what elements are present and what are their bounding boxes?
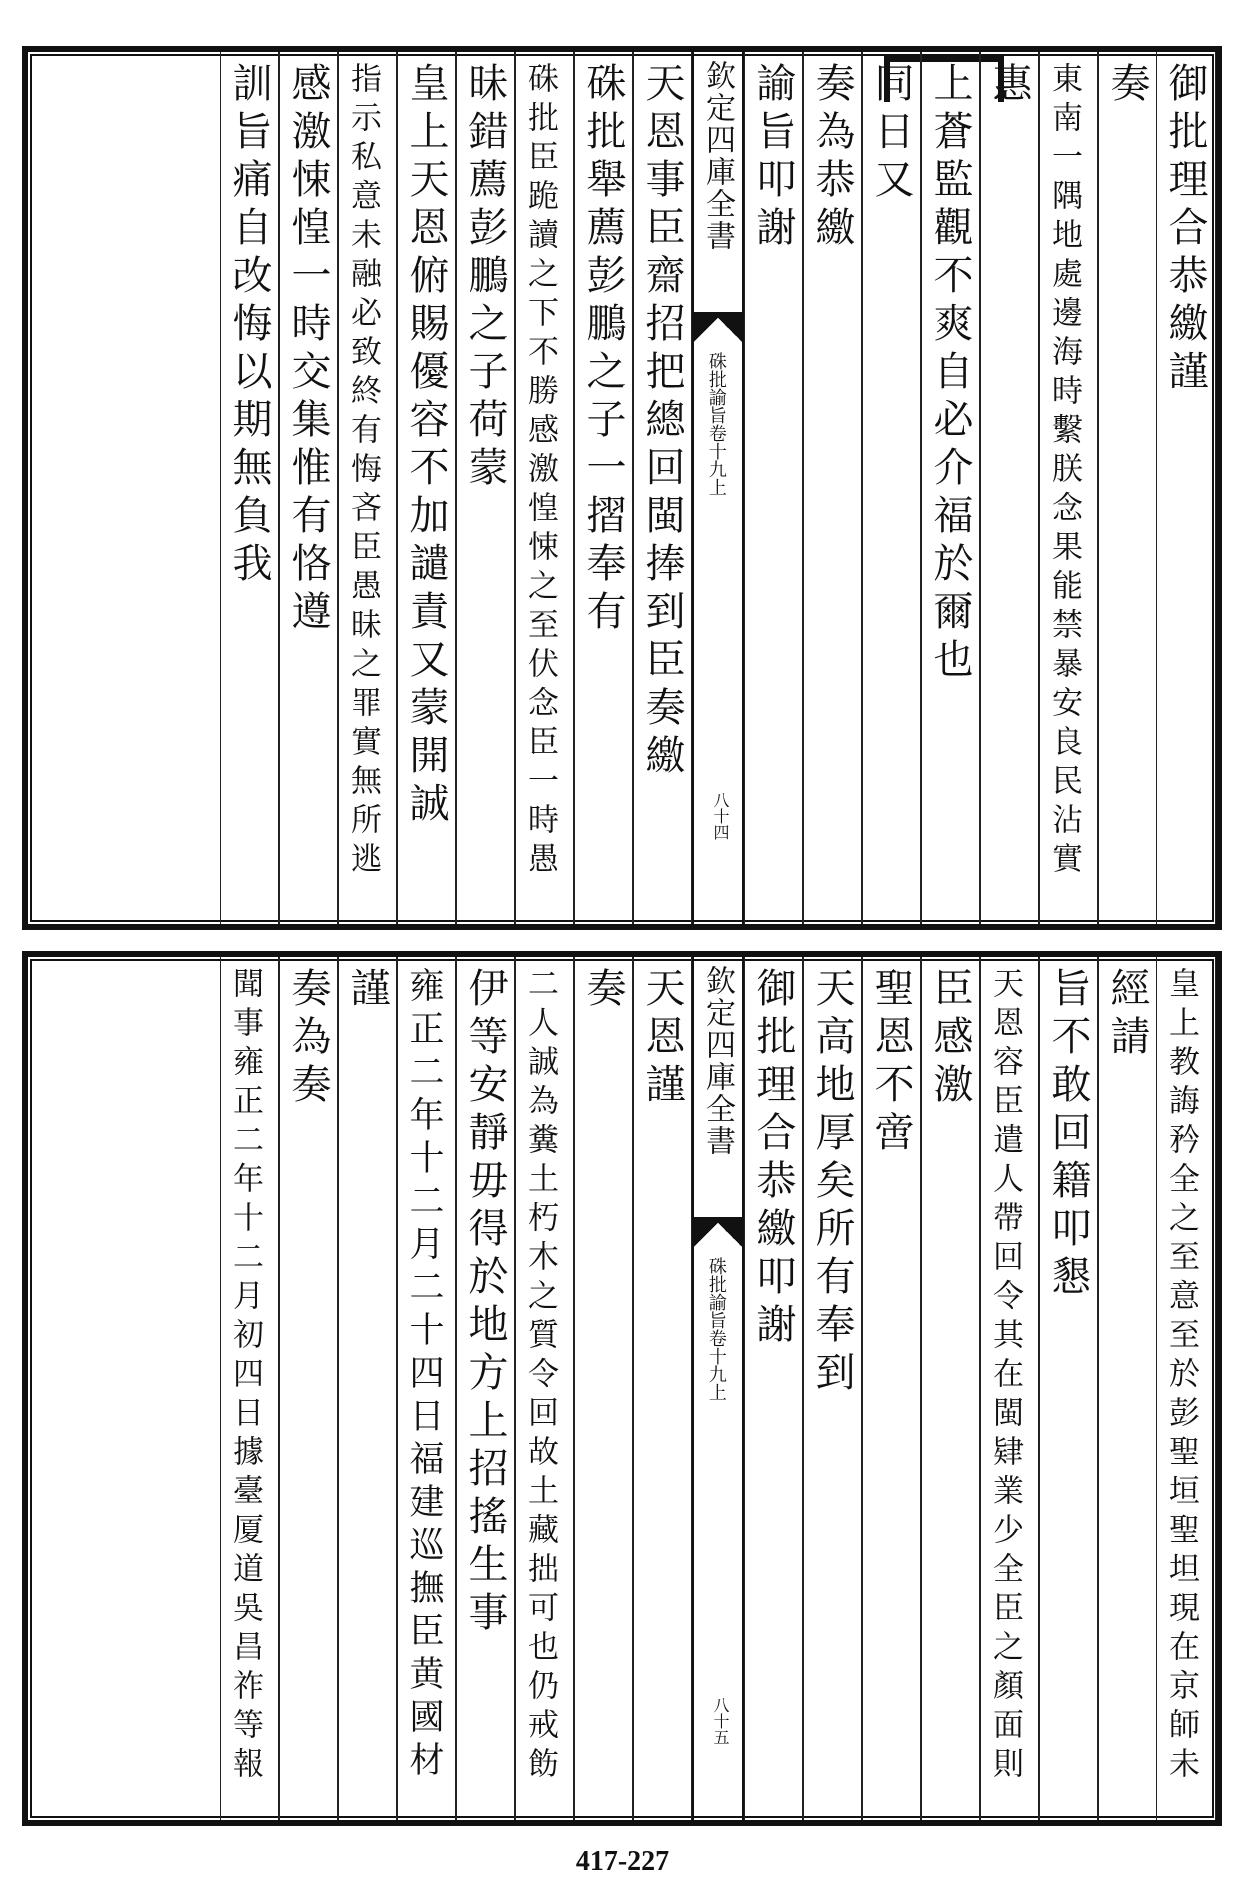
column-text: 惠 (986, 62, 1032, 110)
column-text: 指示私意未融必致終有悔吝臣愚昧之罪實無所逃 (345, 62, 381, 881)
bottom-page (22, 951, 1222, 1826)
text-column (1039, 957, 1098, 1820)
text-column (574, 52, 633, 924)
text-column (803, 52, 862, 924)
fishtail-mark (694, 1217, 742, 1253)
leaf-number: 八十四 (711, 792, 730, 840)
column-text: 硃批臣跪讀之下不勝感激惶悚之至伏念臣一時愚 (522, 62, 558, 881)
center-gutter (692, 52, 744, 924)
text-column (220, 957, 279, 1820)
column-text: 御批理合恭繳謹 (1162, 62, 1208, 398)
text-column (744, 957, 803, 1820)
column-text: 天高地厚矣所有奉到 (809, 967, 855, 1399)
column-text: 訓旨痛自改悔以期無負我 (226, 62, 272, 590)
page-footer-number: 417-227 (575, 1846, 670, 1877)
center-gutter (692, 957, 744, 1820)
column-text: 奏為恭繳 (809, 62, 855, 254)
text-column (456, 957, 515, 1820)
text-column (921, 957, 980, 1820)
column-text: 伊等安靜毋得於地方上招搖生事 (462, 967, 508, 1639)
text-column (515, 957, 574, 1820)
column-text: 雍正二年十二月二十四日福建巡撫臣黄國材 (404, 967, 444, 1784)
text-column (456, 52, 515, 924)
column-text: 臣感激 (927, 967, 973, 1111)
text-column (633, 52, 692, 924)
text-column (338, 957, 397, 1820)
column-text: 感激悚惶一時交集惟有恪遵 (285, 62, 331, 638)
column-text: 同日又 (868, 62, 914, 206)
column-text: 昧錯薦彭鵬之子荷蒙 (462, 62, 508, 494)
text-column (574, 957, 633, 1820)
column-text: 天恩謹 (639, 967, 685, 1111)
top-page (22, 46, 1222, 930)
text-column (279, 52, 338, 924)
text-column (1157, 957, 1216, 1820)
text-column (1098, 52, 1157, 924)
text-column (921, 52, 980, 924)
text-column (220, 52, 279, 924)
text-column (1039, 52, 1098, 924)
column-text: 御批理合恭繳叩謝 (750, 967, 796, 1351)
text-column (980, 957, 1039, 1820)
column-text: 諭旨叩謝 (750, 62, 796, 254)
column-text: 天恩事臣齋招把總回閩捧到臣奏繳 (639, 62, 685, 782)
column-text: 經請 (1104, 967, 1150, 1063)
leaf-number: 八十五 (711, 1697, 730, 1745)
book-title: 欽定四庫全書 (700, 60, 735, 252)
column-text: 聞事雍正二年十二月初四日據臺厦道吳昌祚等報 (227, 967, 263, 1786)
column-text: 旨不敢回籍叩懇 (1045, 967, 1091, 1303)
column-text: 天恩容臣遣人帶回令其在閩肄業少全臣之顏面則 (987, 967, 1023, 1786)
text-column (633, 957, 692, 1820)
column-text: 奏 (1104, 62, 1150, 110)
fishtail-mark (694, 312, 742, 348)
text-column (338, 52, 397, 924)
column-text: 皇上天恩俯賜優容不加譴責又蒙開誠 (403, 62, 449, 830)
text-column (397, 52, 456, 924)
text-column (862, 957, 921, 1820)
column-text: 東南一隅地處邊海時繫朕念果能禁暴安良民沾實 (1046, 62, 1082, 881)
text-column (515, 52, 574, 924)
text-column (1157, 52, 1216, 924)
column-text: 二人誠為糞土朽木之質令回故土藏拙可也仍戒飭 (522, 967, 558, 1786)
chapter-label: 硃批諭旨卷十九上 (705, 352, 727, 496)
column-text: 聖恩不啻 (868, 967, 914, 1159)
text-column (980, 52, 1039, 924)
column-text: 奏 (580, 967, 626, 1015)
text-column (397, 957, 456, 1820)
column-text: 皇上教誨矜全之至意至於彭聖垣聖坦現在京師未 (1163, 967, 1199, 1786)
text-column (1098, 957, 1157, 1820)
column-text: 硃批舉薦彭鵬之子一摺奉有 (580, 62, 626, 638)
chapter-label: 硃批諭旨卷十九上 (705, 1257, 727, 1401)
column-text: 謹 (344, 967, 390, 1015)
text-column (744, 52, 803, 924)
book-title: 欽定四庫全書 (700, 965, 735, 1157)
text-column (862, 52, 921, 924)
column-text: 奏為奏 (285, 967, 331, 1111)
text-column (803, 957, 862, 1820)
column-text: 上蒼監觀不爽自必介福於爾也 (927, 62, 973, 686)
text-column (279, 957, 338, 1820)
